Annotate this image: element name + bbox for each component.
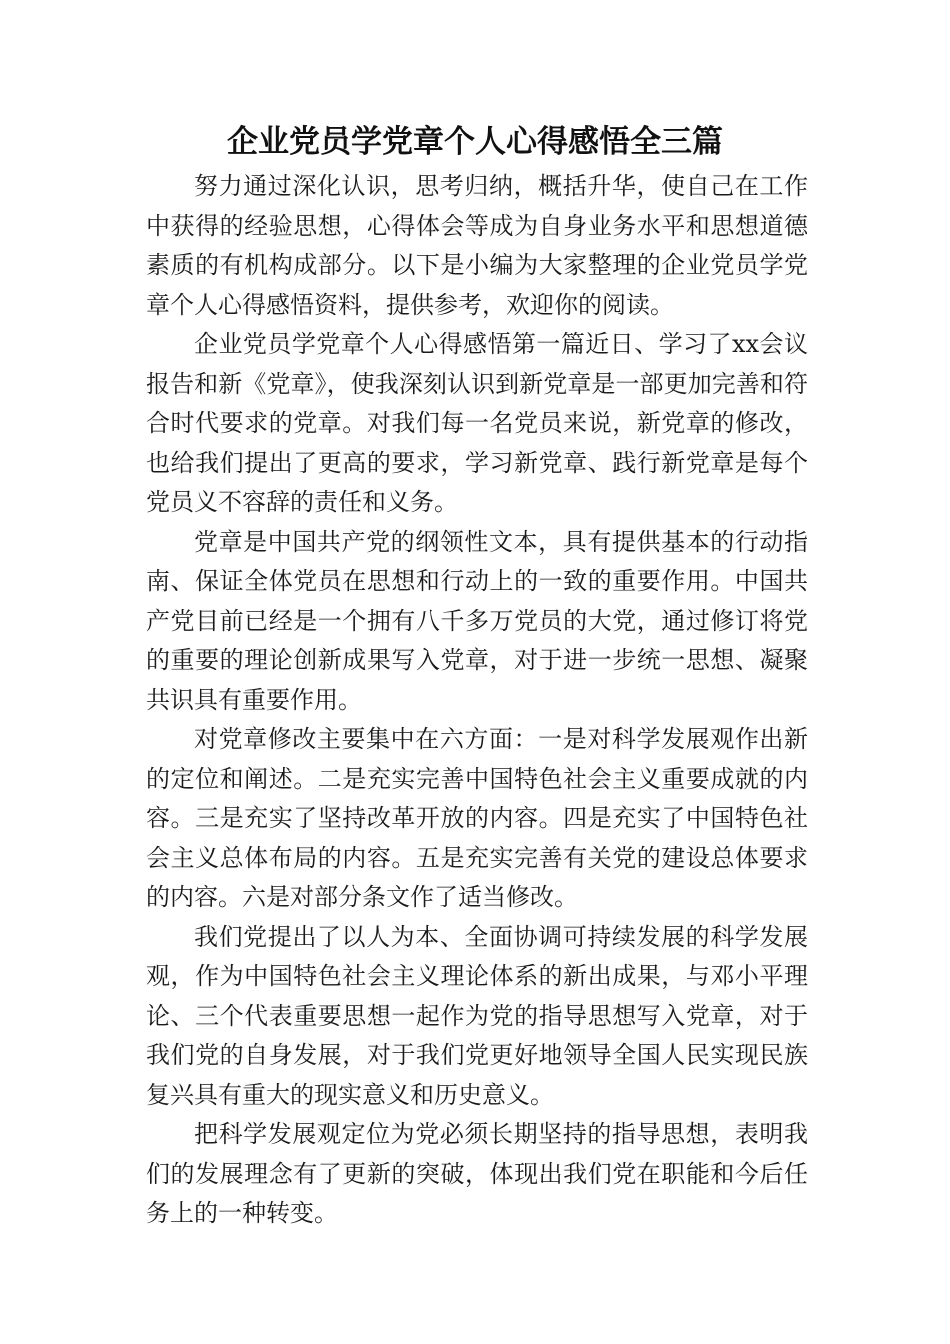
paragraph-2: 党章是中国共产党的纲领性文本，具有提供基本的行动指南、保证全体党员在思想和行动上的一致的重要作用。中国共产党目前已经是一个拥有八千多万党员的大党，通过修订将党的重要的理论创新成果写入党章，对于进一步统一思想、凝聚共识具有重要作用。 xyxy=(146,527,808,714)
document-body xyxy=(146,167,808,1234)
paragraph-1: 企业党员学党章个人心得感悟第一篇近日、学习了xx会议报告和新《党章》，使我深刻认识到新党章是一部更加完善和符合时代要求的党章。对我们每一名党员来说，新党章的修改，也给我们提出了更高的要求，学习新党章、践行新党章是每个党员义不容辞的责任和义务。 xyxy=(146,330,808,516)
paragraph-5: 把科学发展观定位为党必须长期坚持的指导思想，表明我们的发展理念有了更新的突破，体现出我们党在职能和今后任务上的一种转变。 xyxy=(146,1120,808,1227)
paragraph-4: 我们党提出了以人为本、全面协调可持续发展的科学发展观，作为中国特色社会主义理论体系的新出成果，与邓小平理论、三个代表重要思想一起作为党的指导思想写入党章，对于我们党的自身发展，对于我们党更好地领导全国人民实现民族复兴具有重大的现实意义和历史意义。 xyxy=(146,922,808,1109)
paragraph-intro: 努力通过深化认识，思考归纳，概括升华，使自己在工作中获得的经验思想，心得体会等成为自身业务水平和思想道德素质的有机构成部分。以下是小编为大家整理的企业党员学党章个人心得感悟资料，提供参考，欢迎你的阅读。 xyxy=(146,172,808,319)
paragraph-3: 对党章修改主要集中在六方面：一是对科学发展观作出新的定位和阐述。二是充实完善中国特色社会主义重要成就的内容。三是充实了坚持改革开放的内容。四是充实了中国特色社会主义总体布局的内容。五是充实完善有关党的建设总体要求的内容。六是对部分条文作了适当修改。 xyxy=(146,725,808,911)
document-title: 企业党员学党章个人心得感悟全三篇 xyxy=(227,124,723,160)
